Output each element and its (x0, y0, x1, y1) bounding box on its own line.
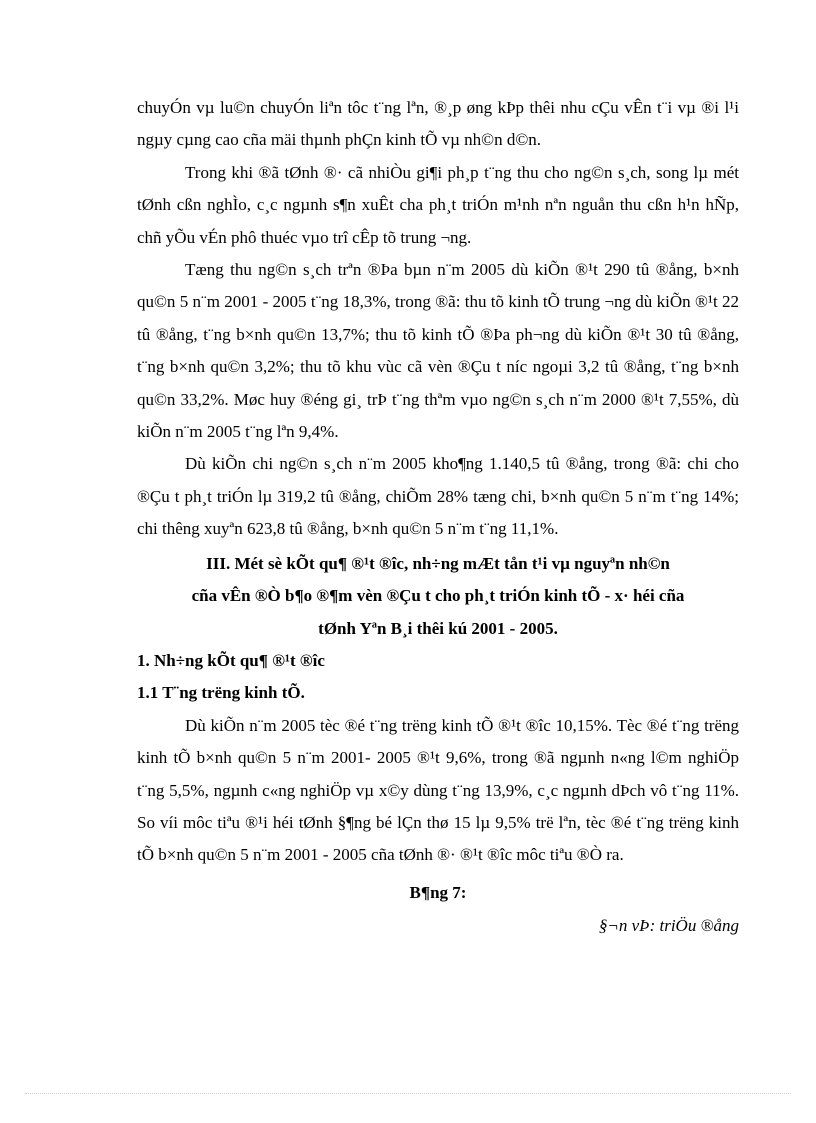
paragraph-transport: chuyÓn vµ lu©n chuyÓn liªn tôc t¨ng lªn, ®¸p øng kÞp thêi nhu cÇu vÊn t¨i vµ ®i l¹i ngµy cµng cao cña mäi thµnh phÇn kinh tÕ vµ nh©n d©n. (137, 98, 739, 150)
page-bottom-divider (25, 1093, 791, 1094)
subheading-results: 1. Nh÷ng kÕt qu¶ ®¹t ®îc (137, 650, 325, 670)
section-heading-line-2: cña vÊn ®Ò b¶o ®¶m vèn ®Çu t cho ph¸t triÓn kinh tÕ - x· héi cña (191, 586, 685, 606)
paragraph-budget-expenditure: Dù kiÕn chi ng©n s¸ch n¨m 2005 kho¶ng 1.140,5 tû ®ång, trong ®ã: chi cho ®Çu t ph¸t triÓn lµ 319,2 tû ®ång, chiÕm 28% tæng chi, b×nh qu©n 5 n¨m t¨ng 14%; chi thêng xuyªn 623,8 tû ®ång, b×nh qu©n 5 n¨m t¨ng 11,1%. (137, 454, 739, 539)
page-content (137, 92, 739, 942)
table-title: B¶ng 7: (409, 882, 467, 902)
paragraph-budget-solutions: Trong khi ®ã tØnh ®· cã nhiÒu gi¶i ph¸p t¨ng thu cho ng©n s¸ch, song lµ mét tØnh cßn nghÌo, c¸c ngµnh s¶n xuÊt cha ph¸t triÓn m¹nh nªn nguån thu cßn h¹n hÑp, chñ yÕu vÉn phô thuéc vµo trî cÊp tõ trung ¬ng. (137, 162, 739, 247)
section-heading-line-3: tØnh Yªn B¸i thêi kú 2001 - 2005. (318, 618, 558, 638)
subheading-economic-growth: 1.1 T¨ng trëng kinh tÕ. (137, 683, 305, 703)
unit-label: §¬n vÞ: triÖu ®ång (598, 915, 739, 935)
section-heading-line-1: III. Mét sè kÕt qu¶ ®¹t ®îc, nh÷ng mÆt tån t¹i vµ nguyªn nh©n (206, 553, 670, 573)
paragraph-budget-revenue: Tæng thu ng©n s¸ch trªn ®Þa bµn n¨m 2005 dù kiÕn ®¹t 290 tû ®ång, b×nh qu©n 5 n¨m 2001 - 2005 t¨ng 18,3%, trong ®ã: thu tõ kinh tÕ trung ¬ng dù kiÕn ®¹t 22 tû ®ång, t¨ng b×nh qu©n 13,7%; thu tõ kinh tÕ ®Þa ph¬ng dù kiÕn ®¹t 30 tû ®ång, t¨ng b×nh qu©n 3,2%; thu tõ khu vùc cã vèn ®Çu t níc ngoµi 3,2 tû ®ång, t¨ng b×nh qu©n 33,2%. Møc huy ®éng gi¸ trÞ t¨ng thªm vµo ng©n s¸ch n¨m 2000 ®¹t 7,55%, dù kiÕn n¨m 2005 t¨ng lªn 9,4%. (137, 260, 739, 442)
paragraph-growth: Dù kiÕn n¨m 2005 tèc ®é t¨ng trëng kinh tÕ ®¹t ®îc 10,15%. Tèc ®é t¨ng trëng kinh tÕ b×nh qu©n 5 n¨m 2001- 2005 ®¹t 9,6%, trong ®ã ngµnh n«ng l©m nghiÖp t¨ng 5,5%, ngµnh c«ng nghiÖp vµ x©y dùng t¨ng 13,9%, c¸c ngµnh dÞch vô t¨ng 11%. So víi môc tiªu ®¹i héi tØnh §¶ng bé lÇn thø 15 lµ 9,5% trë lªn, tèc ®é t¨ng trëng kinh tÕ b×nh qu©n 5 n¨m 2001 - 2005 cña tØnh ®· ®¹t ®îc môc tiªu ®Ò ra. (137, 715, 739, 865)
section-heading (137, 548, 739, 645)
